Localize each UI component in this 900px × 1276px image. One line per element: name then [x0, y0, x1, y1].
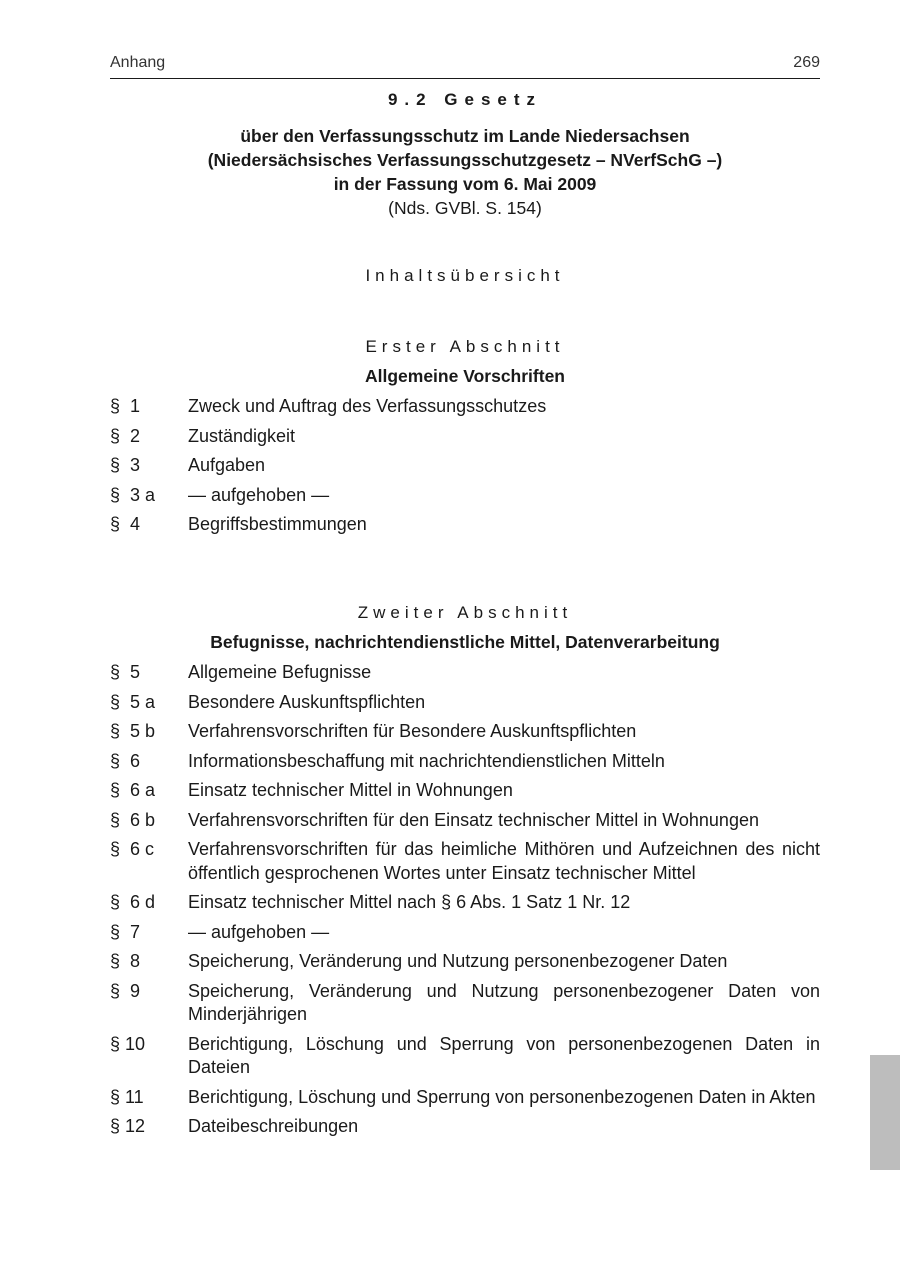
- toc-entry: [110, 891, 820, 915]
- toc-entry: [110, 750, 820, 774]
- entry-title: Informationsbeschaffung mit nachrichtendienstlichen Mitteln: [188, 750, 665, 771]
- entry-title: Berichtigung, Löschung und Sperrung von personenbezogenen Daten in Dateien: [188, 1033, 820, 1077]
- paragraph-number: § 6 d: [110, 892, 156, 912]
- page-header: [110, 52, 820, 79]
- toc-entry: [110, 484, 820, 508]
- paragraph-number: § 6 a: [110, 780, 156, 800]
- toc-entry: [110, 425, 820, 449]
- section-title: Allgemeine Vorschriften: [364, 366, 565, 386]
- law-title-line: über den Verfassungsschutz im Lande Niedersachsen: [240, 126, 690, 146]
- law-number-heading: 9.2 Gesetz: [387, 90, 543, 109]
- toc-entry: [110, 395, 820, 419]
- toc-entry: [110, 838, 820, 885]
- page-number: 269: [793, 54, 820, 71]
- toc-entry: [110, 980, 820, 1027]
- toc-heading: Inhaltsübersicht: [365, 266, 565, 285]
- entry-title: Aufgaben: [188, 455, 266, 475]
- entry-title: Berichtigung, Löschung und Sperrung von personenbezogenen Daten in Akten: [188, 1086, 816, 1107]
- toc-entry: [110, 691, 820, 715]
- section-label: Erster Abschnitt: [365, 337, 565, 356]
- paragraph-number: § 5 b: [110, 721, 156, 741]
- toc-list-section-1: [110, 395, 820, 543]
- paragraph-number: § 5: [110, 662, 141, 682]
- paragraph-number: § 4: [110, 514, 141, 534]
- toc-entry: [110, 513, 820, 537]
- entry-title: Besondere Auskunftspflichten: [188, 691, 426, 712]
- paragraph-number: § 6 b: [110, 809, 156, 830]
- toc-entry: [110, 809, 820, 833]
- entry-title: Verfahrensvorschriften für Besondere Auskunftspflichten: [188, 721, 637, 741]
- paragraph-number: § 8: [110, 951, 141, 971]
- entry-title: Zuständigkeit: [188, 425, 296, 446]
- toc-entry: [110, 1033, 820, 1080]
- section-title: Befugnisse, nachrichtendienstliche Mittel, Datenverarbeitung: [210, 632, 720, 652]
- chapter-thumb-tab: [870, 1055, 900, 1170]
- toc-list-section-2: [110, 661, 820, 1145]
- paragraph-number: § 2: [110, 425, 141, 446]
- paragraph-number: § 7: [110, 921, 141, 942]
- toc-entry: [110, 454, 820, 478]
- entry-title: Zweck und Auftrag des Verfassungsschutzes: [188, 396, 547, 416]
- toc-entry: [110, 720, 820, 744]
- toc-entry: [110, 779, 820, 803]
- law-title-line: (Niedersächsisches Verfassungsschutzgesetz – NVerfSchG –): [207, 150, 723, 170]
- toc-entry: [110, 661, 820, 685]
- toc-entry: [110, 950, 820, 974]
- entry-title: Einsatz technischer Mittel nach § 6 Abs. 1 Satz 1 Nr. 12: [188, 892, 631, 912]
- toc-entry: [110, 921, 820, 945]
- paragraph-number: § 6 c: [110, 839, 155, 859]
- entry-title: — aufgehoben —: [188, 484, 330, 505]
- entry-title: Dateibeschreibungen: [188, 1116, 359, 1136]
- entry-title: Allgemeine Befugnisse: [188, 662, 372, 682]
- toc-entry: [110, 1115, 820, 1139]
- paragraph-number: § 9: [110, 980, 141, 1001]
- entry-title: — aufgehoben —: [188, 921, 330, 942]
- entry-title: Verfahrensvorschriften für das heimliche Mithören und Aufzeichnen des nicht öffentlich gesprochenen Wortes unter Einsatz technischer Mittel: [188, 839, 820, 883]
- paragraph-number: § 5 a: [110, 691, 156, 712]
- paragraph-number: § 12: [110, 1116, 146, 1136]
- toc-entry: [110, 1086, 820, 1110]
- paragraph-number: § 3 a: [110, 484, 156, 505]
- entry-title: Einsatz technischer Mittel in Wohnungen: [188, 780, 513, 800]
- law-title-block: [110, 124, 820, 220]
- paragraph-number: § 1: [110, 396, 141, 416]
- paragraph-number: § 6: [110, 750, 141, 771]
- paragraph-number: § 10: [110, 1033, 146, 1054]
- running-title: Anhang: [110, 54, 166, 71]
- paragraph-number: § 3: [110, 455, 141, 475]
- entry-title: Speicherung, Veränderung und Nutzung personenbezogener Daten: [188, 951, 728, 971]
- section-label: Zweiter Abschnitt: [357, 603, 573, 622]
- entry-title: Begriffsbestimmungen: [188, 514, 367, 534]
- entry-title: Verfahrensvorschriften für den Einsatz technischer Mittel in Wohnungen: [188, 809, 759, 830]
- paragraph-number: § 11: [110, 1086, 144, 1107]
- entry-title: Speicherung, Veränderung und Nutzung personenbezogener Daten von Minderjährigen: [188, 980, 820, 1024]
- law-title-line: in der Fassung vom 6. Mai 2009: [333, 174, 597, 194]
- law-citation: (Nds. GVBl. S. 154): [388, 198, 542, 218]
